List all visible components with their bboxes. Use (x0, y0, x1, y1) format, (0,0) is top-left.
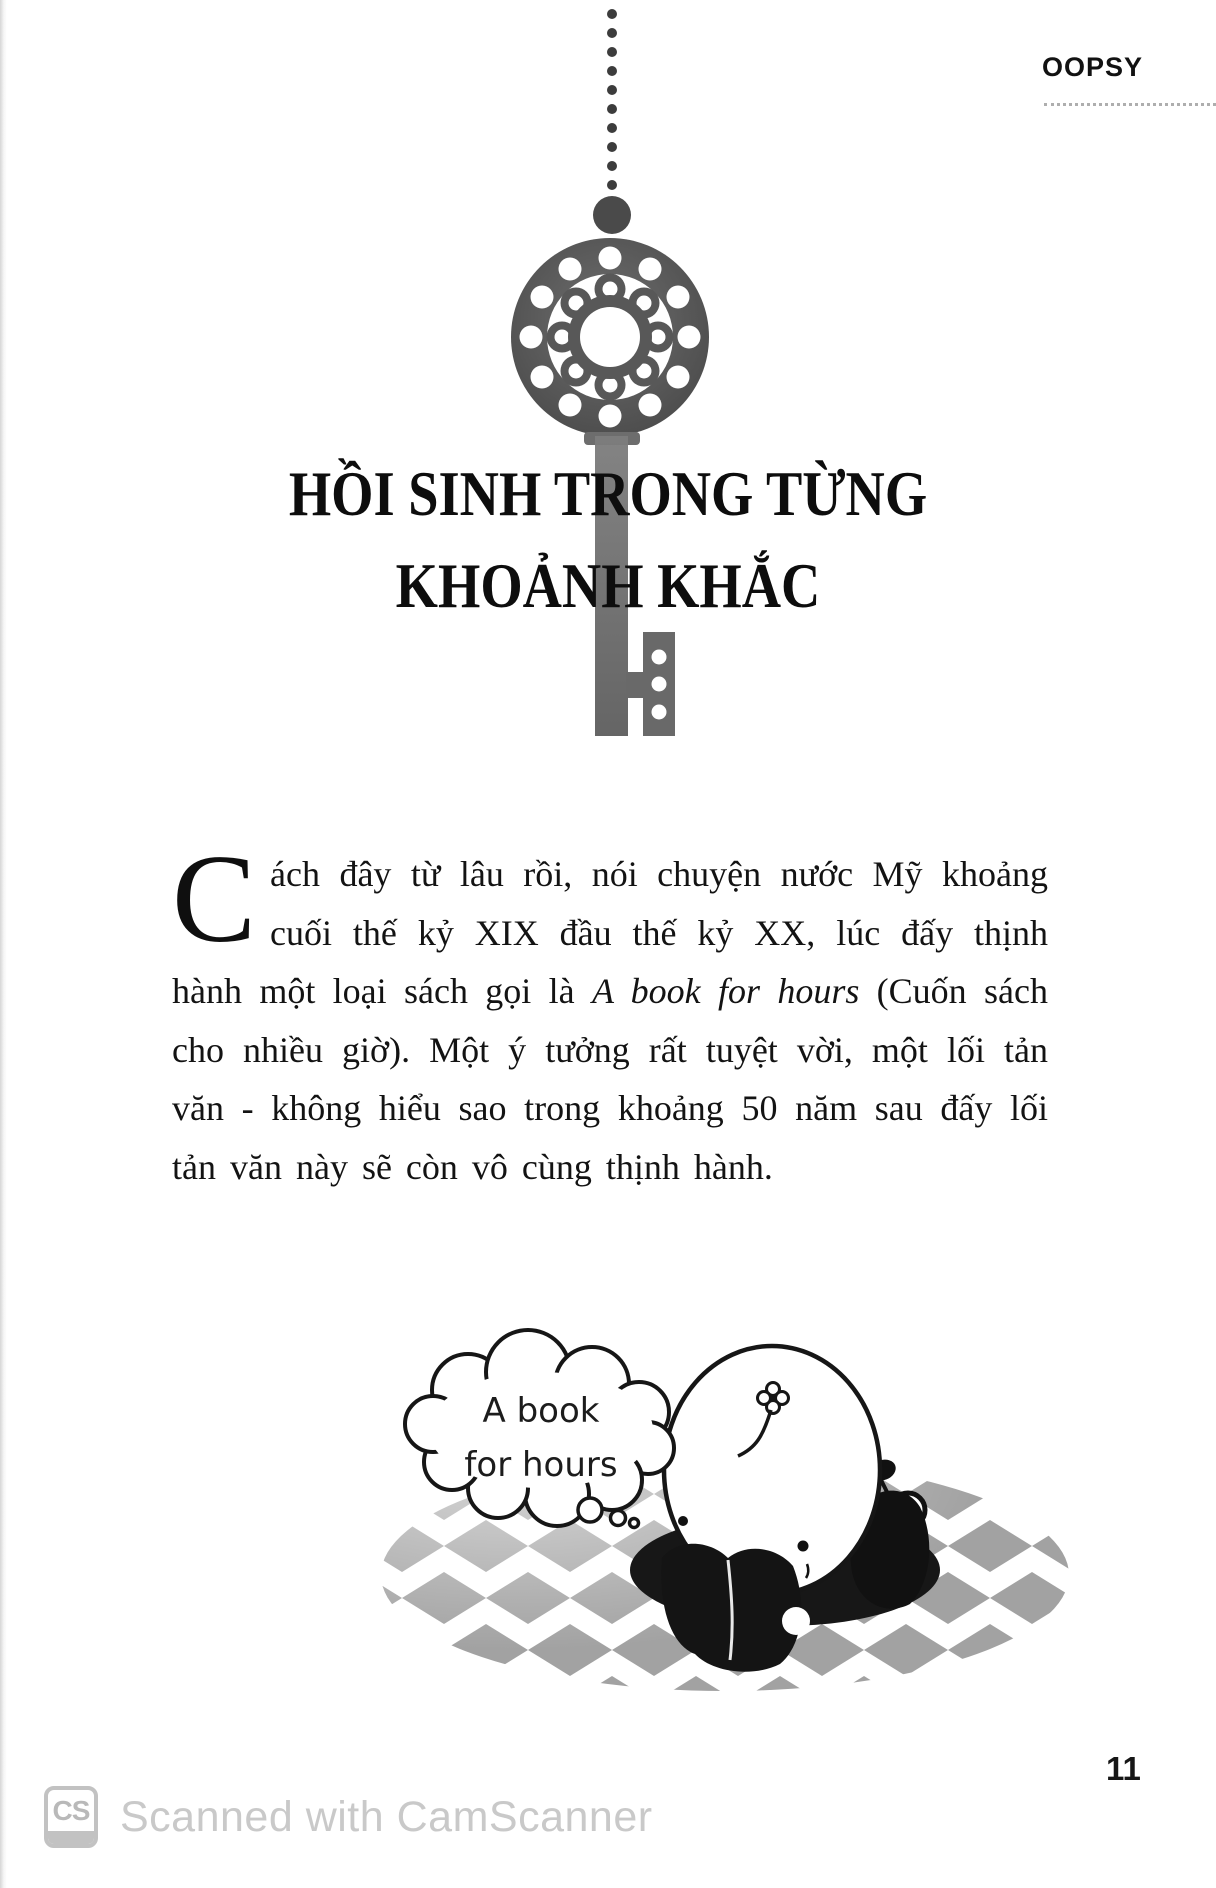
scan-edge-shadow (0, 0, 7, 1888)
watermark-text: Scanned with CamScanner (120, 1792, 653, 1841)
camscanner-watermark (44, 1786, 653, 1848)
key-ornament-icon (500, 0, 720, 745)
chapter-title-line2: KHOẢNH KHẮC (395, 550, 821, 621)
camscanner-logo-icon (44, 1786, 98, 1848)
cartoon-illustration (360, 1312, 1080, 1712)
key-head (511, 238, 709, 436)
thought-bubble-line1: A book (482, 1391, 600, 1431)
thought-bubble (405, 1330, 674, 1528)
body-paragraph (172, 830, 1048, 1196)
thought-bubble-line2: for hours (464, 1445, 618, 1485)
cs-badge-strip (48, 1831, 94, 1844)
paragraph-italic-phrase: A book for hours (591, 971, 860, 1011)
dotted-divider (1044, 103, 1216, 106)
key-chain-dots (607, 9, 617, 190)
key-bit (626, 632, 675, 736)
chapter-title-line1: HỒI SINH TRONG TỪNG (288, 458, 928, 529)
key-chain-ball (593, 196, 631, 234)
paragraph-text-after: (Cuốn sách cho nhiều giờ). Một ý tưởng rất tuyệt vời, một lối tản văn - không hiểu sao trong khoảng 50 năm sau đấy lối tản văn này sẽ còn vô cùng thịnh hành. (172, 971, 1048, 1187)
drop-cap: C (172, 830, 257, 969)
chapter-title (0, 448, 1216, 632)
page-number: 11 (1106, 1750, 1141, 1787)
paragraph-text-before: ách đây từ lâu rồi, nói chuyện nước Mỹ khoảng cuối thế kỷ XIX đầu thế kỷ XX, lúc đấy thịnh hành một loại sách gọi là (172, 854, 1048, 1011)
cs-badge-label: CS (52, 1795, 90, 1826)
brand-label: OOPSY (1042, 52, 1144, 82)
